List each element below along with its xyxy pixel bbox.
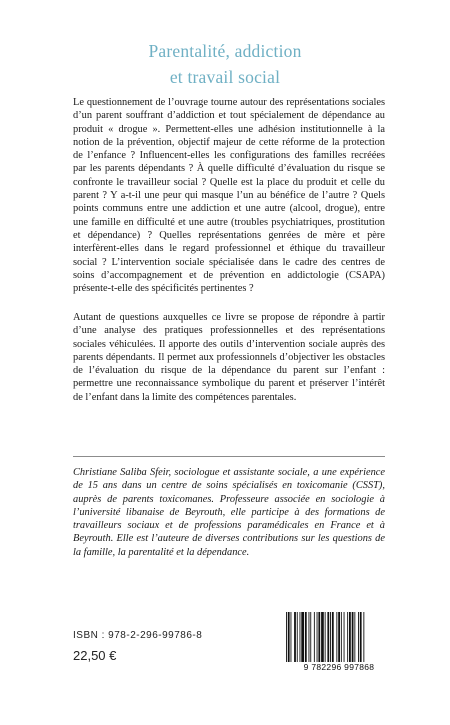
summary-paragraph-1: Le questionnement de l’ouvrage tourne autour des représentations sociales d’un parent souffrant d’addiction et tout spécialement de dépendance au produit « drogue ». Permettent-elles une adhésion institutionnelle à la notion de la prévention, objectif majeur de cette réforme de la protection de l’enfance ? Influencent-elles les configurations des familles recréées par les parents dépendants ? À quelle difficulté d’évaluation du risque se confronte le travailleur social ? Quelle est la place du produit et celle du parent ? Y a-t-il une peur qui masque l’un au bénéfice de l’autre ? Quels points communs entre une addiction et une autre (alcool, drogue), entre une famille en difficulté et une autre (troubles psychiatriques, prostitution et dépendance) ? Quelles représentations genrées de mère et père interfèrent-elles dans le regard professionnel et éthique du travailleur social ? L’intervention sociale spécialisée dans le cadre des centres de soins d’accompagnement et de prévention en addictologie (CSAPA) présente-t-elle des spécificités pertinentes ? <box>73 97 385 295</box>
barcode-digits: 9 782296 997868 <box>303 662 375 672</box>
section-divider <box>73 456 385 457</box>
price-label: 22,50 € <box>73 648 117 663</box>
summary-paragraph-2: Autant de questions auxquelles ce livre se propose de répondre à partir d’une analyse des pratiques professionnelles et des représentations sociales véhiculées. Il apporte des outils d’intervention sociale auprès des parents dépendants. Il permet aux professionnels d’objectiver les obstacles de l’évaluation du risque de la dépendance du parent sur l’enfant : permettre une reconnaissance symbolique du parent et préserver l’intérêt de l’enfant dans la limite des compétences parentales. <box>73 312 385 403</box>
author-bio: Christiane Saliba Sfeir, sociologue et assistante sociale, a une expérience de 15 ans dans un centre de soins spécialisés en toxicomanie (CSST), auprès de parents toxicomanes. Professeure associée en sociologie à l’université libanaise de Beyrouth, elle participe à des formations de travailleurs sociaux et de professions paramédicales en France et à Beyrouth. Elle est l’auteure de diverses contributions sur les questions de la famille, la parentalité et la dépendance. <box>73 467 385 558</box>
barcode-bars <box>284 612 394 662</box>
book-title-line1: Parentalité, addiction <box>148 41 302 61</box>
isbn-label: ISBN : 978-2-296-99786-8 <box>73 630 203 641</box>
book-title <box>0 38 450 90</box>
book-title-line2: et travail social <box>169 67 281 87</box>
barcode <box>284 612 394 674</box>
